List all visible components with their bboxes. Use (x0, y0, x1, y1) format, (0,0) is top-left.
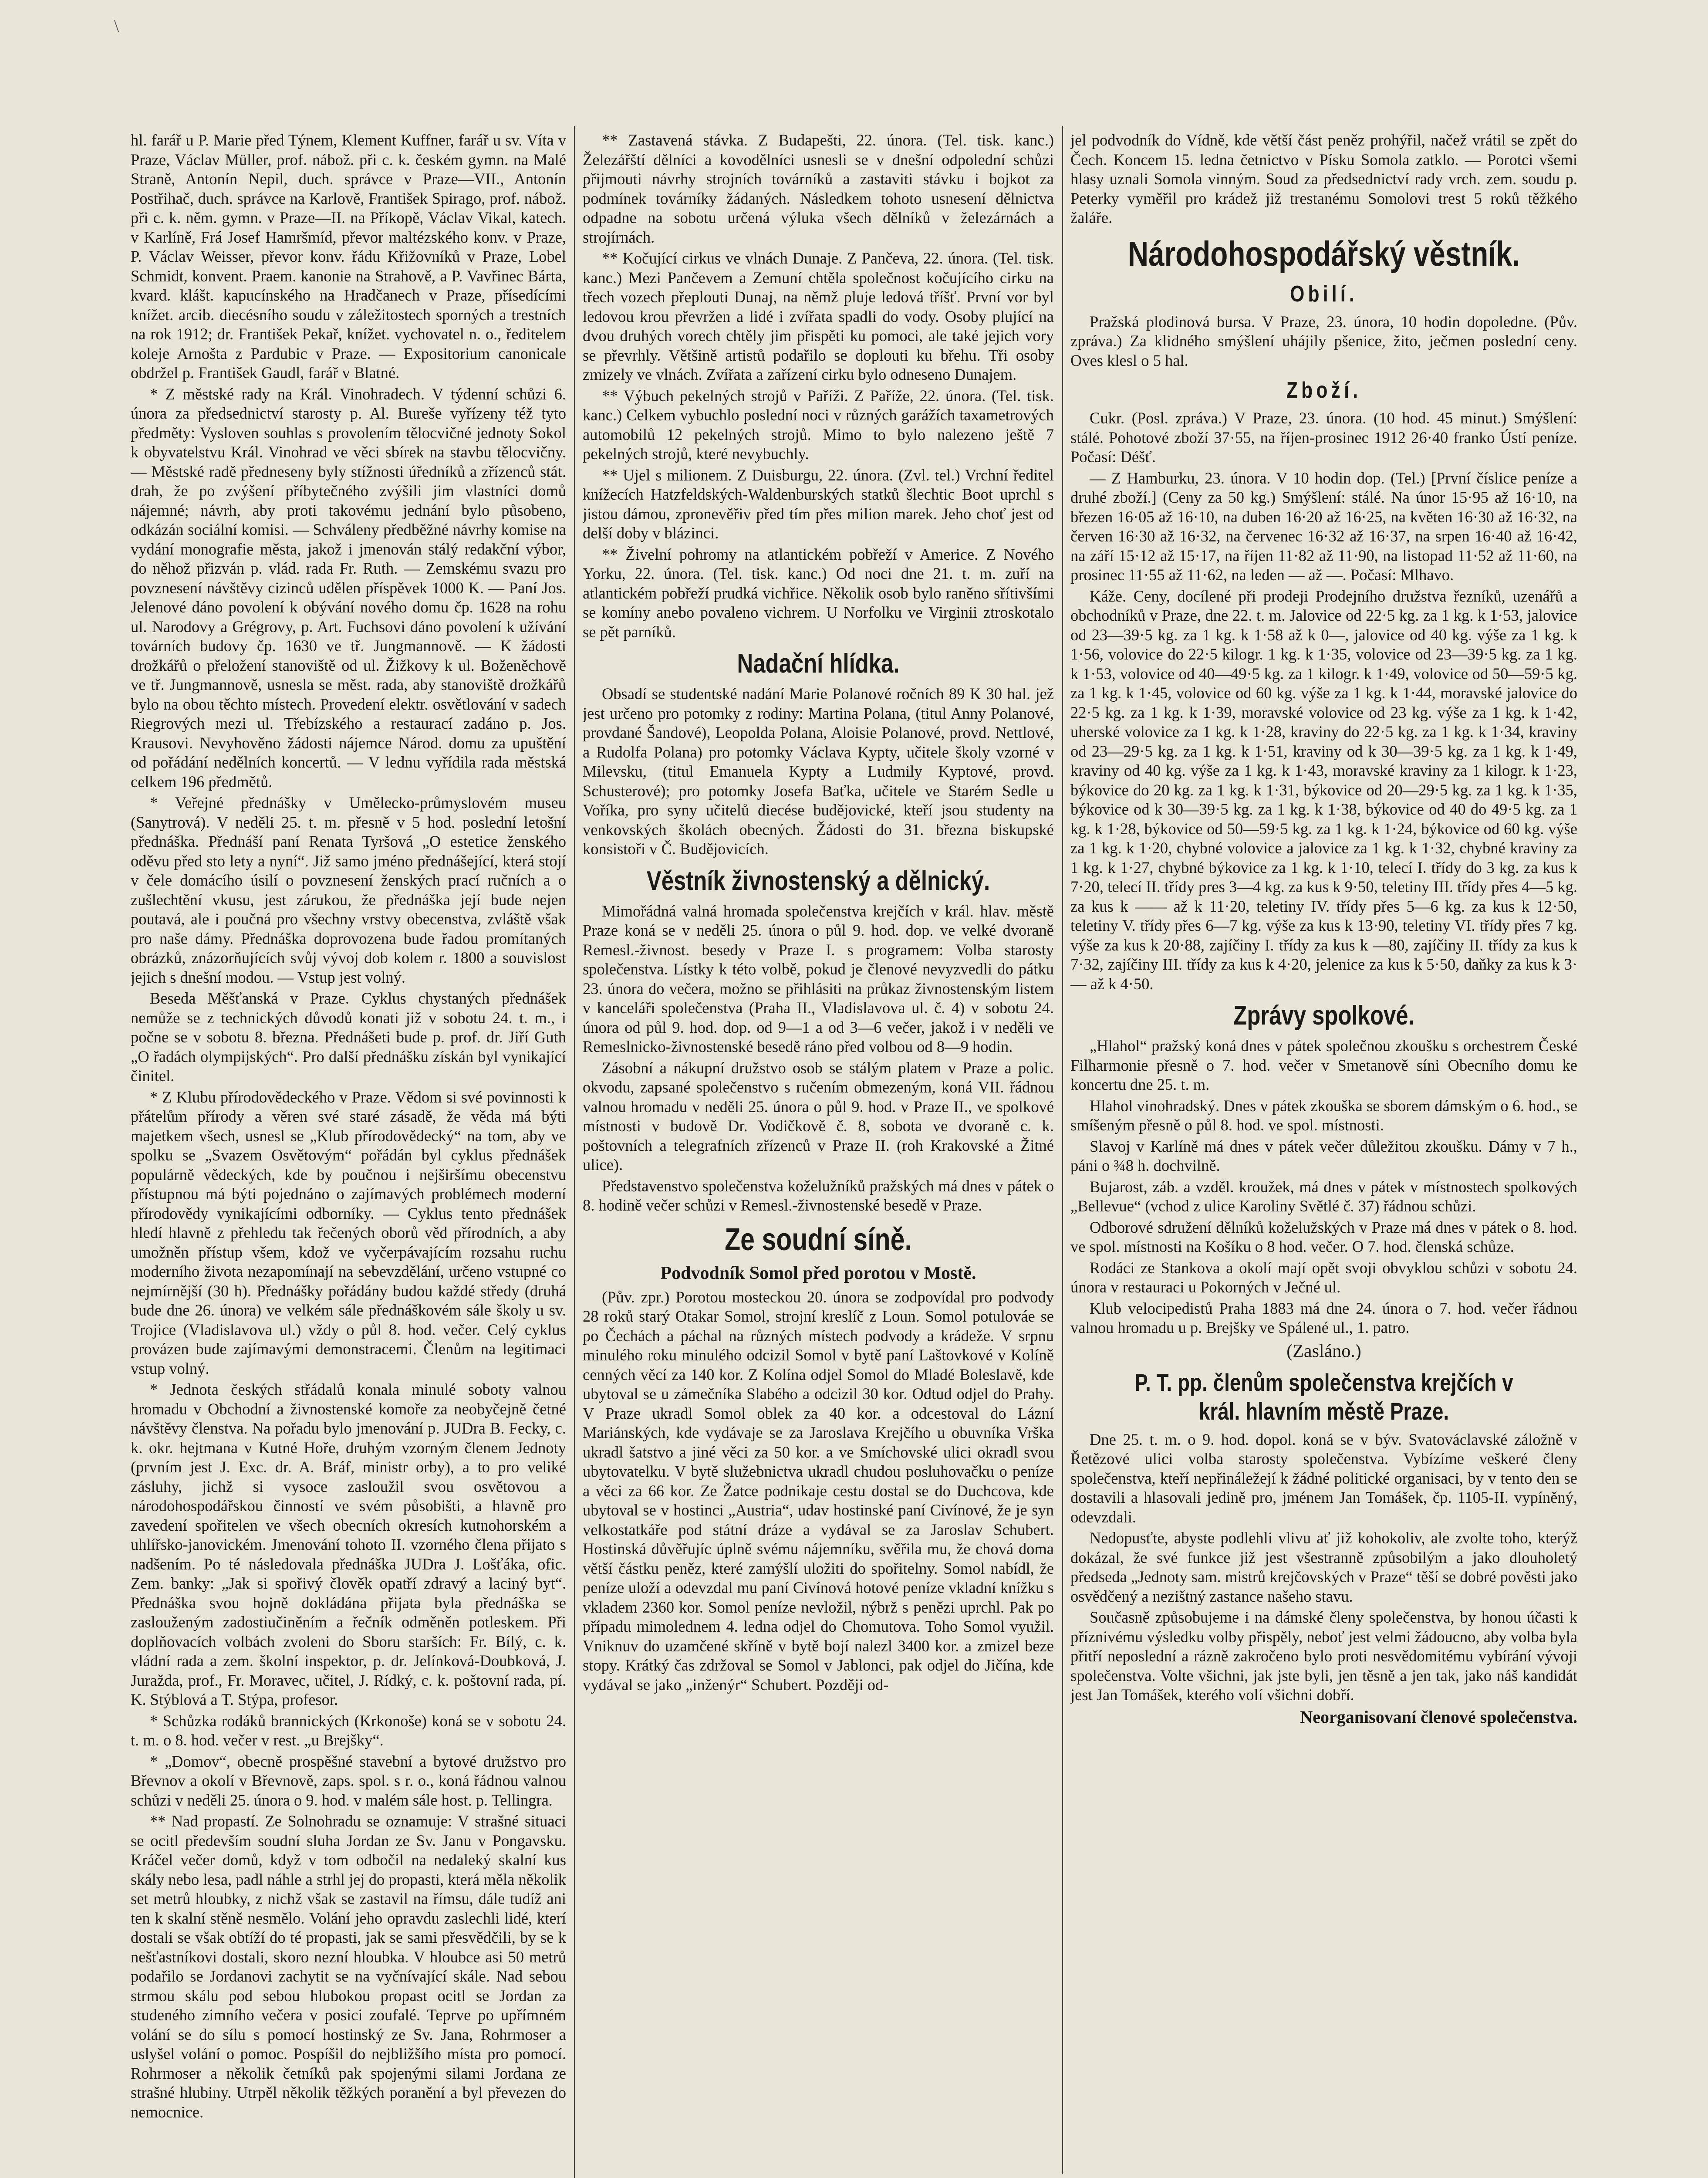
article-paragraph: Mimořádná valná hromada společenstva krejčích v král. hlav. městě Praze koná se v neděli 25. února o půl 9. hod. dop. ve velké dvoraně Remesl.-živnost. besedy v Praze I. s programem: Volba starosty společenstva. Lístky k této volbě, pokud je členové nevyzvedli do pátku 23. února do večera, možno se přihlásiti na průkaz živnostenským listem v kanceláři společenstva (Praha II., Vladislavova ul. č. 4) v sobotu 24. února od půl 9. hod. dop. od 9—1 a od 3—6 večer, jakož i v neděli ve Remeslnicko-živnostenské besedě ráno před volbou od 8—9 hodin. (583, 902, 1054, 1055)
subsection-heading-zbozi: Zboží. (1286, 378, 1362, 403)
zasl-label: (Zasláno.) (1286, 1341, 1361, 1361)
article-paragraph: Káže. Ceny, docílené při prodeji Prodejního družstva řezníků, uzenářů a obchodníků v Praze, dne 22. t. m. Jalovice od 22·5 kg. za 1 kg. k 1·53, jalovice od 23—39·5 kg. za 1 kg. k 1·58 až k 0—, jalovice od 40 kg. výše za 1 kg. k 1·56, volovice do 22·5 kilogr. 1 kg. k 1·35, volovice od 23—39·5 kg. za 1 kg. k 1·53, volovice od 40—49·5 kg. za 1 kilogr. k 1·49, volovice od 50—59·5 kg. za 1 kg. k 1·45, volovice od 60 kg. výše za 1 kg. k 1·44, moravské jalovice do 22·5 kg. za 1 kg. k 1·39, moravské volovice od 23 kg. výše za 1 kg. k 1·42, uherské volovice za 1 kg. k 1·28, kraviny do 22·5 kg. za 1 kg. k 1·34, kraviny od 23—29·5 kg. za 1 kg. k 1·51, kraviny od k 30—39·5 kg. za 1 kg. k 1·49, kraviny od 40 kg. výše za 1 kg. k 1·43, moravské kraviny za 1 kilogr. k 1·23, býkovice do 20 kg. za 1 kg. k 1·31, býkovice od 20—29·5 kg. za 1 kg. k 1·35, býkovice od k 30—39·5 kg. za 1 kg. k 1·38, býkovice od 40 do 49·5 kg. za 1 kg. k 1·28, býkovice od 50—59·5 kg. za 1 kg. k 1·24, býkovice od 60 kg. výše za 1 kg. k 1·20, chybné volovice a jalovice za 1 kg. k 1·32, chybné kraviny za 1 kg. k 1·27, chybné býkovice za 1 kg. k 1·10, telecí I. třídy do 3 kg. za kus k 7·20, telecí II. třídy pres 3—4 kg. za kus k 9·50, teletiny III. třídy přes 4—5 kg. za kus k —— až k 11·20, teletiny IV. třídy přes 5—6 kg. za kus k 12·50, teletiny V. třídy přes 6—7 kg. výše za kus k 13·90, teletiny VI. třídy přes 7 kg. výše za kus k 20·88, zajíčiny I. třídy za kus k —80, zajíčiny II. třídy za kus k 7·32, zajíčiny III. třídy za kus k 4·20, jelenice za kus k 5·50, daňky za kus k 3·— až k 4·50. (1070, 587, 1577, 993)
article-paragraph: Zásobní a nákupní družstvo osob se stálým platem v Praze a polic. okvodu, zapsané společenstvo s ručením obmezeným, koná VII. řádnou valnou hromadu v neděli 25. února o půl 9. hod. v Praze II., ve spolkové místnosti v budově Dr. Vodičkově č. 8, sobota ve dvoraně c. k. poštovních a telegrafních zřízenců v Praze II. (roh Krakovské a Žitné ulice). (583, 1059, 1054, 1174)
article-paragraph: Cukr. (Posl. zpráva.) V Praze, 23. února. (10 hod. 45 minut.) Smýšlení: stálé. Pohotové zboží 37·55, na říjen-prosinec 1912 26·40 franko Ústí peníze. Počasí: Déšť. (1070, 409, 1577, 466)
article-paragraph: Bujarost, záb. a vzděl. kroužek, má dnes v pátek v místnostech spolkových „Bellevue“ (vchod z ulice Karoliny Světlé č. 37) řádnou schůzi. (1070, 1177, 1577, 1215)
article-paragraph: Současně způsobujeme i na dámské členy společenstva, by honou účasti k příznivému výsledku volby přispěly, neboť jest velmi žádoucno, aby volba byla přitří neposlední a rázně zakročeno bylo proti nesvědomitému vybírání vývoji společenstva. Volte všichni, jak jste byli, jen těsně a jen tak, jako náš kandidát jest Jan Tomášek, kterého volí všichni dobří. (1070, 1608, 1577, 1704)
article-paragraph: Hlahol vinohradský. Dnes v pátek zkouška se sborem dámským o 6. hod., se smíšeným přesně o půl 8. hod. ve spol. místnosti. (1070, 1096, 1577, 1134)
article-paragraph: ** Nad propastí. Ze Solnohradu se oznamuje: V strašné situaci se ocitl především soudní sluha Jordan ze Sv. Janu v Pongavsku. Kráčel večer domů, když v tom odbočil na nedaleký skalní kus skály nebo lesa, padl náhle a strhl jej do propasti, která měla několik set metrů hloubky, z nichž však se zastavil na římsu, dále tudíž ani ten k skalní stěně nesmělo. Volání jeho opravdu zaslechli lidé, kterí dostali se však obtíží do té propasti, jak se sami přesvědčili, by se k nešťastníkovi dostali, skoro nezní hloubka. V hloubce asi 50 metrů podařilo se Jordanovi zachytit se na vyčnívající skále. Nad sebou strmou skálu pod sebou hlubokou propast ocitl se Jordan za studeného zimního večera v posici zoufalé. Teprve po upřímném volání se do sílu s pomocí hostinský ze Sv. Jana, Rohrmoser a uslyšel volání o pomoc. Pospíšil do nejbližšího místa pro pomocí. Rohrmoser a několik četníků pak spojenými silami Jordana ze strašné hlubiny. Utrpěl několik těžkých poranění a byl převezen do nemocnice. (131, 1812, 566, 2121)
section-heading-zpravy: Zprávy spolkové. (1233, 1001, 1414, 1031)
column-1 (131, 131, 566, 2178)
column-rule (574, 126, 575, 2178)
section-heading-nadacni: Nadační hlídka. (737, 649, 900, 679)
article-paragraph: Dne 25. t. m. o 9. hod. dopol. koná se v býv. Svatováclavské záložně v Řetězové ulici volba starosty společenstva. Vybízíme veškeré členy společenstva, kteří nepřináležejí k žádné politické organisaci, by v tento den se dostavili a hlasovali jedině pro, jménem Jan Tomášek, čp. 1105-II. vypíněný, odevzdali. (1070, 1430, 1577, 1526)
article-paragraph: Představenstvo společenstva koželužníků pražských má dnes v pátek o 8. hodině večer schůzi v Remesl.-živnostenské besedě v Praze. (583, 1177, 1054, 1214)
section-heading-narodohospodarsky: Národohospodářský věstník. (1127, 234, 1520, 273)
column-2 (583, 131, 1054, 2178)
article-paragraph: Nedopusťte, abyste podlehli vlivu ať již kohokoliv, ale zvolte toho, kterýž dokázal, že své funkce již jest všestranně způsobilým a jako dlouholetý předseda „Jednoty sam. mistrů krejčovských v Praze“ těší se dobré pověsti jako osvědčený a nezištný zastance našeho stavu. (1070, 1529, 1577, 1605)
article-paragraph: * Schůzka rodáků brannických (Krkonoše) koná se v sobotu 24. t. m. o 8. hod. večer v rest. „u Brejšky“. (131, 1711, 566, 1749)
article-paragraph: ** Zastavená stávka. Z Budapešti, 22. února. (Tel. tisk. kanc.) Železářští dělníci a kovodělníci usnesli se v dnešní odpolední schůzi přijmouti návrhy strojních továrníků a zastaviti stávku i bojkot za podmínek továrníky žádaných. Následkem tohoto usnesení dělnictva odpadne na sobotu určená výluka všech dělníků v železárnách a strojírnách. (583, 131, 1054, 246)
article-paragraph: ** Živelní pohromy na atlantickém pobřeží v Americe. Z Nového Yorku, 22. února. (Tel. tisk. kanc.) Od noci dne 21. t. m. zuří na atlantickém pobřeží prudká vichřice. Několik osob bylo raněno sřítivšími se komíny anebo povaleno vichrem. U Norfolku ve Virginii ztroskotalo se pět parníků. (583, 545, 1054, 641)
article-paragraph: ** Výbuch pekelných strojů v Paříži. Z Paříže, 22. února. (Tel. tisk. kanc.) Celkem vybuchlo poslední noci v různých garážích taxametrových automobilů 12 pekelných strojů. Mimo to bylo nalezeno ještě 7 pekelných strojů, které nevybuchly. (583, 386, 1054, 463)
signature: Neorganisovaní členové společenstva. (1300, 1707, 1577, 1727)
article-paragraph: * Z městské rady na Král. Vinohradech. V týdenní schůzi 6. února za předsednictví starosty p. Al. Bureše vyřízeny též tyto předměty: Vysloven souhlas s provolením tělocvičné jednoty Sokol k obyvatelstvu Král. Vinohrad ve věci sbírek na stavbu tělocvičny. — Městské radě předneseny byly stížnosti úředníků a zřízenců stát. drah, že po zvýšení příbytečného zvýšili jim vlastníci domů nájemné; návrh, aby proti takovému jednání bylo působeno, odkázán sociální komisi. — Schváleny předběžné návrhy komise na vydání monografie města, jakož i jmenován stálý redakční výbor, do něhož přizván p. vlád. rada Fr. Ruth. — Zemskému svazu pro povznesení návštěvy cizinců udělen příspěvek 1000 K. — Paní Jos. Jelenové dáno povolení k obývání nového domu čp. 1628 na rohu ul. Narodovy a Grégrovy, p. Art. Fuchsovi dáno povolení k užívání továrních budovy čp. 1630 ve tř. Jungmannově. — K žádosti drožkářů o přeložení stanoviště od ul. Žižkovy k ul. Boženěchově ve tř. Jungmannově, usnesla se měst. rada, aby stanoviště drožkářů bylo na obou těchto místech. Provedení elektr. osvětlování v sadech Riegrových mezi ul. Třebízského a restaurací zadáno p. Jos. Krausovi. Nevyhověno žádosti nájemce Národ. domu za upuštění od pořádání nedělních koncertů. — V lednu vyřídila rada městská celkem 196 předmětů. (131, 385, 566, 791)
article-paragraph: Obsadí se studentské nadání Marie Polanové ročních 89 K 30 hal. jež jest určeno pro potomky z rodiny: Martina Polana, (titul Anny Polanové, provdané Šandové), Leopolda Polana, Aloisie Polanové, provd. Nettlové, a Rudolfa Polana) pro potomky Václava Kypty, učitele školy vzorné v Milevsku, (titul Emanuela Kypty a Ludmily Kyptové, provd. Schusterové); pro potomky Josefa Baťka, učitele ve Starém Sedle u Voříka, pro syny učitelů diecése budějovické, kteří jsou studenty na venkovských školách obecných. Žádosti do 31. března biskupské konsistoři v Č. Budějovicích. (583, 685, 1054, 858)
section-heading-pt: P. T. pp. členům společenstva krejčích v král. hlavním městě Praze. (1134, 1368, 1513, 1425)
corner-mark: \ (114, 16, 119, 36)
article-paragraph: jel podvodník do Vídně, kde větší část peněz prohýřil, načež vrátil se zpět do Čech. Koncem 15. ledna četnictvo v Písku Somola zatklo. — Porotci všemi hlasy uznali Somola vinným. Soud za předsednictví rady vrch. zem. soudu p. Peterky vyměřil pro krádež již trestanému Somolovi trest 5 roků těžkého žaláře. (1070, 131, 1577, 227)
section-heading-vestnik: Věstník živnostenský a dělnický. (646, 866, 990, 896)
article-paragraph: * „Domov“, obecně prospěšné stavební a bytové družstvo pro Břevnov a okolí v Břevnově, zaps. spol. s r. o., koná řádnou valnou schůzi v neděli 25. února o 9. hod. v malém sále host. p. Tellingra. (131, 1752, 566, 1809)
column-rule (1062, 126, 1063, 2174)
article-paragraph: Odborové sdružení dělníků koželužských v Praze má dnes v pátek o 8. hod. ve spol. místnosti na Košíku o 8 hod. večer. O 7. hod. členská schůze. (1070, 1218, 1577, 1255)
article-paragraph: ** Ujel s milionem. Z Duisburgu, 22. února. (Zvl. tel.) Vrchní ředitel knížecích Hatzfeldských-Waldenburských statků šlechtic Boot uprchl s jistou dámou, zpronevěřiv před tím přes milion marek. Jeho choť jest od delší doby v blázinci. (583, 466, 1054, 542)
article-paragraph: Beseda Měšťanská v Praze. Cyklus chystaných přednášek nemůže se z technických důvodů konati již v sobotu 24. t. m., i počne se v sobotu 8. března. Přednášeti bude p. prof. dr. Jiří Guth „O řadách olympijských“. Pro další přednášku získán byl vynikající činitel. (131, 989, 566, 1085)
article-paragraph: hl. farář u P. Marie před Týnem, Klement Kuffner, farář u sv. Víta v Praze, Václav Müller, prof. nábož. při c. k. českém gymn. na Malé Straně, Antonín Nepil, duch. správce v Praze—VII., Antonín Postřihač, duch. správce na Karlově, František Spirago, prof. nábož. při c. k. něm. gymn. v Praze—II. na Příkopě, Václav Vikal, katech. v Karlíně, Frá Josef Hamršmíd, převor maltézského konv. v Praze, P. Václav Weisser, převor konv. řádu Křižovníků v Praze, Lobel Schmidt, konvent. Praem. kanonie na Strahově, a P. Vavřinec Bárta, kvard. klášt. kapucínského na Hradčanech v Praze, přísedícími knížet. arcib. diecésního soudu v záležitostech sporných a trestních na rok 1912; dr. František Pekař, knížet. vychovatel n. o., ředitelem koleje Arnošta z Pardubic v Praze. — Expositorium canonicale obdržel p. František Gaudl, farář v Blatné. (131, 131, 566, 382)
section-heading-soud: Ze soudní síně. (725, 1222, 912, 1257)
article-paragraph: Slavoj v Karlíně má dnes v pátek večer důležitou zkoušku. Dámy v 7 h., páni o ¾8 h. dochvilně. (1070, 1137, 1577, 1174)
column-3 (1070, 131, 1577, 2156)
subsection-heading-obili: Obilí. (1290, 281, 1358, 307)
article-paragraph: * Jednota českých střádalů konala minulé soboty valnou hromadu v Obchodní a živnostenské komoře za neobyčejně četné návštěvy členstva. Na pořadu bylo jmenování p. JUDra B. Fecky, c. k. okr. hejtmana v Kutné Hoře, druhým vzorným členem Jednoty (prvním jest J. Exc. dr. A. Bráf, ministr orby), a to pro veliké zásluhy, jichž si vysoce zasloužil svou osvětovou a národohospodářskou činností ve svém působišti, a hlavně pro zavedení spořitelen ve všech obecních okresích kutnohorském a uhlířsko-janovickém. Jmenování tohoto II. vzorného člena přijato s nadšením. Po té následovala přednáška JUDra J. Lošťáka, ofic. Zem. banky: „Jak si spořivý člověk opatří zdravý a laciný byt“. Přednáška svou hojně dokládána přijata byla přednáška se zaslouženým zadostiučiněním a řečník odměněn potleskem. Při doplňovacích volbách zvoleni do Sboru starších: Fr. Bílý, c. k. vládní rada a zem. školní inspektor, p. dr. Jelínková-Doubková, J. Juražda, prof., Fr. Moravec, učitel, J. Rídký, c. k. poštovní rada, pí. K. Stýblová a T. Stýpa, profesor. (131, 1380, 566, 1708)
article-paragraph: Rodáci ze Stankova a okolí mají opět svoji obvyklou schůzi v sobotu 24. února v restauraci u Pokorných v Ječné ul. (1070, 1258, 1577, 1296)
article-paragraph: Klub velocipedistů Praha 1883 má dne 24. února o 7. hod. večer řádnou valnou hromadu u p. Brejšky ve Spálené ul., 1. patro. (1070, 1299, 1577, 1336)
article-paragraph: ** Kočující cirkus ve vlnách Dunaje. Z Pančeva, 22. února. (Tel. tisk. kanc.) Mezi Pančevem a Zemuní chtěla společnost kočujícího cirku na třech vozech přeplouti Dunaj, na němž pluje ledová tříšť. První vor byl ledovou krou převržen a lidé i zvířata spadli do vody. Osoby plující na dvou druhých vorech chtěly jim přispěti ku pomoci, ale také jejich vory se převrhly. Většině artistů podařilo se doplouti ku břehu. Tři osoby zmizely ve vlnách. Zvířata a zařízení cirku bylo odneseno Dunajem. (583, 249, 1054, 383)
article-paragraph: Pražská plodinová bursa. V Praze, 23. února, 10 hodin dopoledne. (Pův. zpráva.) Za klidného smýšlení uhájily pšenice, žito, ječmen poslední ceny. Oves klesl o 5 hal. (1070, 312, 1577, 369)
article-paragraph: * Z Klubu přírodovědeckého v Praze. Vědom si své povinnosti k přátelům přírody a věren své staré zásadě, že věda má býti majetkem všech, usnesl se „Klub přírodovědecký“ na tom, aby ve spolku se „Svazem Osvětovým“ pořádán byl cyklus přednášek populárně vědeckých, kde by poučnou i nejširšímu obecenstvu přístupnou má býti pojednáno o zajímavých problémech moderní přírodovědy vynikajícími odborníky. — Cyklus tento přednášek hledí hlavně z přehledu tak řečených oborů věd přírodních, a aby umožněn přístup všem, kdož ve vyčerpávajícím rozsahu ruchu moderního života nezapomínají na sebevzdělání, určeno vstupné co nejmírnější (30 h). Přednášky pořádány budou každé středy (druhá bude dne 26. února) ve velkém sále přednáškovém sále školy u sv. Trojice (Vladislavova ul.) vždy o půl 8. hod. večer. Celý cyklus provázen bude zajímavými demonstracemi. Členům na legitimaci vstup volný. (131, 1088, 566, 1377)
article-paragraph: * Veřejné přednášky v Umělecko-průmyslovém museu (Sanytrová). V neděli 25. t. m. přesně v 5 hod. poslední letošní přednáška. Přednáší paní Renata Tyršová „O estetice ženského oděvu před sto lety a nyní“. Již samo jméno přednášející, která stojí v čele domácího úsilí o povznesení ženských prací ručních a o zušlechtění vkusu, jest zárukou, že přednáška její bude nejen poutavá, ale i poučná pro všechny vrstvy obecenstva, zvláště však pro naše dámy. Přednáška doprovozena bude řadou promítaných obrázků, znázorňujících svůj vývoj dob kolem r. 1800 a souvislost jejich s dnešní modou. — Vstup jest volný. (131, 794, 566, 986)
article-paragraph: „Hlahol“ pražský koná dnes v pátek společnou zkoušku s orchestrem České Filharmonie přesně o 7. hod. večer v Smetanově síni Obecního domu ke koncertu dne 25. t. m. (1070, 1037, 1577, 1093)
article-subheading: Podvodník Somol před porotou v Mostě. (660, 1263, 976, 1283)
article-paragraph: — Z Hamburku, 23. února. V 10 hodin dop. (Tel.) [První číslice peníze a druhé zboží.] (Ceny za 50 kg.) Smýšlení: stálé. Na únor 15·95 až 16·10, na březen 16·05 až 16·10, na duben 16·20 až 16·25, na květen 16·30 až 16·32, na červen 16·30 až 16·32, na červenec 16·32 až 16·37, na srpen 16·40 až 16·42, na září 15·12 až 15·17, na říjen 11·82 až 11·90, na listopad 11·52 až 11·60, na prosinec 11·55 až 11·62, na leden — až —. Počasí: Mlhavo. (1070, 469, 1577, 584)
article-paragraph: (Pův. zpr.) Porotou mosteckou 20. února se zodpovídal pro podvody 28 roků starý Otakar Somol, strojní kreslíč z Loun. Somol potulováe se po Čechách a páchal na různých místech podvody a krádeže. V srpnu minulého roku minulého odcizil Somol v bytě paní Laštovkové v Kolíně cenných věcí za 140 kor. Z Kolína odjel Somol do Mladé Boleslavě, kde ubytoval se u zámečníka Slabého a odcizil 30 kor. Odtud odjel do Prahy. V Praze ukradl Somol oblek za 40 kor. a odcestoval do Lázní Mariánských, kde vydávaje se za Jaroslava Krejčího u obuvníka Vrška ukradl šatstvo a jiné věci za 50 kor. a ve Smíchovské ulici okradl svou ubytovatelku. V bytě služebnictva ukradl chudou posluhovačku o peníze a věci za 66 kor. Ze Žatce podnikaje cestu dostal se do Duchcova, kde ubytoval se v hostinci „Austria“, udav hostinské paní Civínové, že je syn velkostatkáře pod státní dráze a vydával se za Jaroslav Schubert. Hostinská důvěřujíc úplně svému nájemníku, svěřila mu, že chová doma větší částku peněz, které zamýšlí uložiti do spořitelny. Somol nabídl, že peníze uloží a odevzdal mu paní Civínová hotové peníze vkladní knížku s vkladem 2360 kor. Somol peníze nevložil, nýbrž s penězi uprchl. Pak po případu mimolednem 4. ledna odjel do Chomutova. Toho Somol využil. Vniknuv do uzamčené skříně v bytě bojí nalezl 3400 kor. a zmizel beze stopy. Krátký čas zdržoval se Somol v Jablonci, pak odjel do Jičína, kde vydával se jako „inženýr“ Schubert. Později od- (583, 1288, 1054, 1694)
